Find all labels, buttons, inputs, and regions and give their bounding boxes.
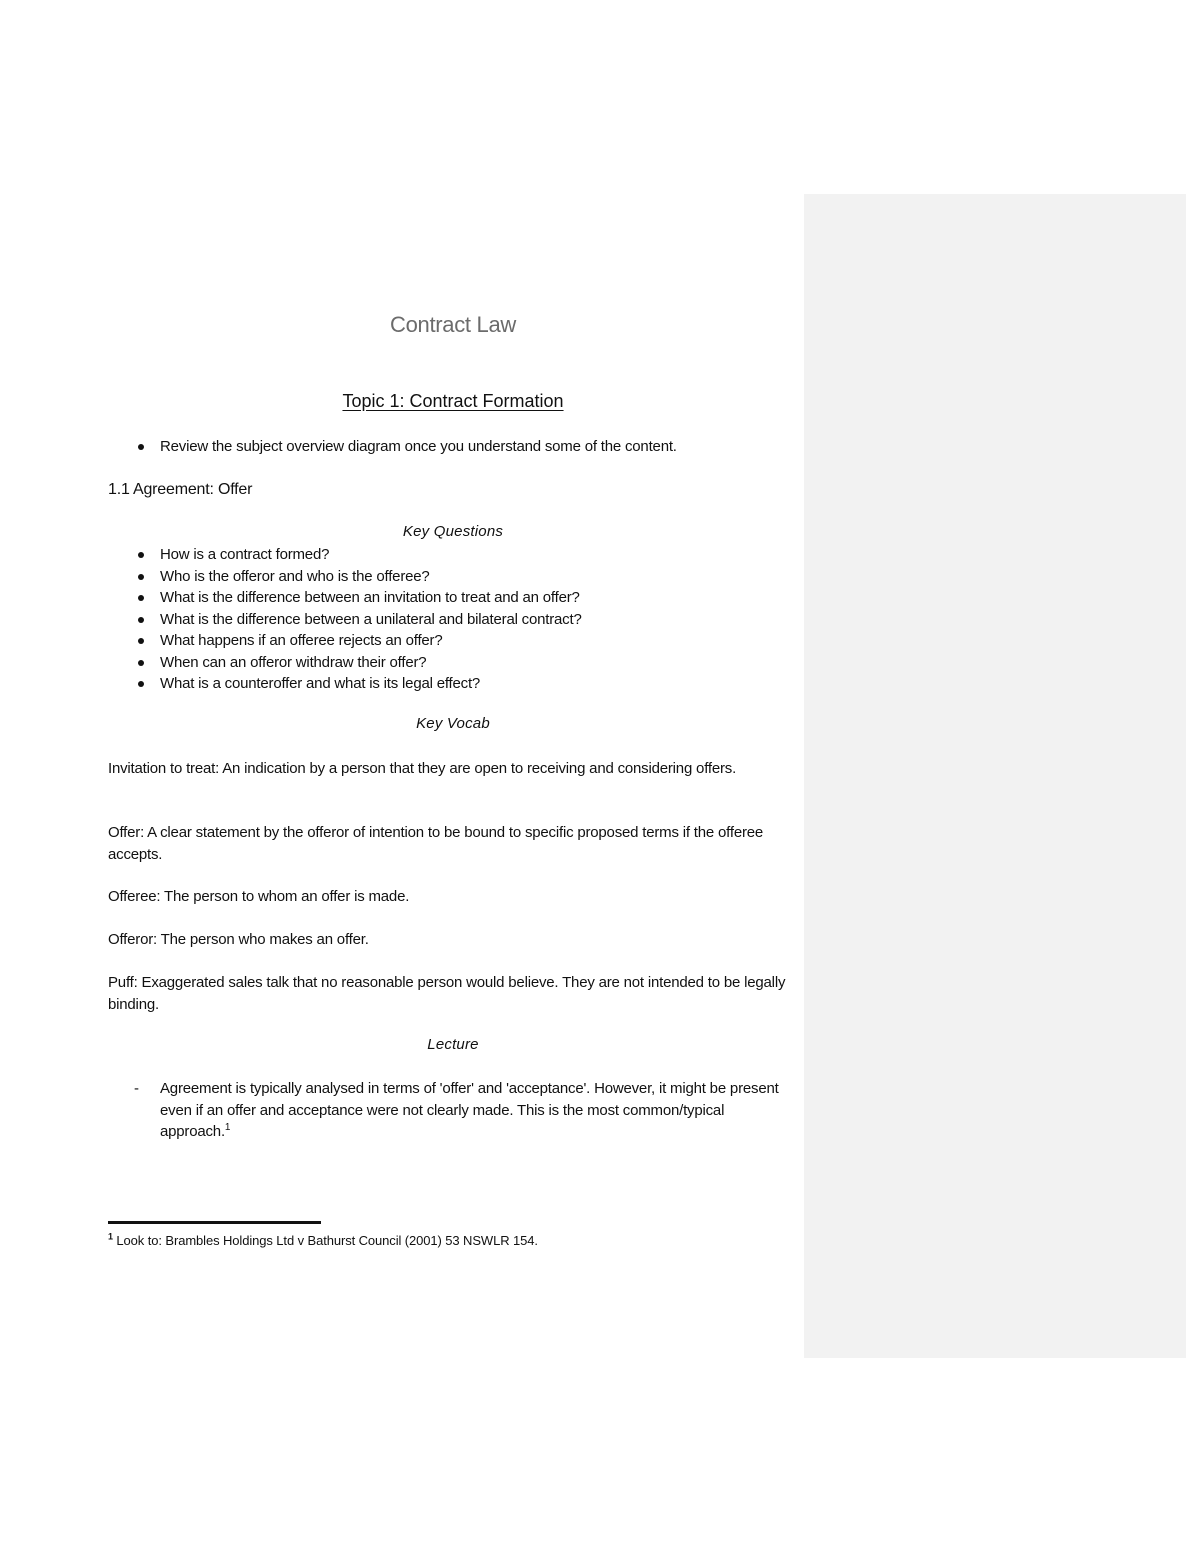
vocab-definition: Invitation to treat: An indication by a person that they are open to receiving and considering offers. xyxy=(108,760,737,777)
lecture-list-item xyxy=(108,1078,798,1143)
list-item xyxy=(108,587,798,609)
lecture-text: Agreement is typically analysed in terms of 'offer' and 'acceptance'. However, it might be present even if an offer and acceptance were not clearly made. This is the most common/typical approach. xyxy=(160,1080,779,1140)
bullet-icon xyxy=(138,444,144,450)
list-item xyxy=(108,436,798,458)
footnote-reference[interactable]: 1 xyxy=(224,1122,231,1133)
list-item xyxy=(108,630,798,652)
list-item-text: What is the difference between a unilateral and bilateral contract? xyxy=(160,610,582,628)
vocab-definition: Offeree: The person to whom an offer is made. xyxy=(108,888,410,905)
key-questions-heading: Key Questions xyxy=(402,523,504,540)
topic-heading: Topic 1: Contract Formation xyxy=(342,391,564,411)
intro-bullet-list xyxy=(108,436,798,458)
bullet-icon xyxy=(138,617,144,623)
bullet-icon xyxy=(138,660,144,666)
key-questions-list xyxy=(108,544,798,695)
lecture-item-text xyxy=(108,1078,798,1143)
list-item-text: What is a counteroffer and what is its legal effect? xyxy=(160,675,481,692)
footnote-text: Look to: Brambles Holdings Ltd v Bathurst Council (2001) 53 NSWLR 154. xyxy=(116,1233,538,1248)
vocab-definition: Puff: Exaggerated sales talk that no reasonable person would believe. They are not intended to be legally binding. xyxy=(108,974,786,1013)
list-item-text: Review the subject overview diagram once you understand some of the content. xyxy=(160,438,677,455)
bullet-icon xyxy=(138,638,144,644)
list-item-text: Who is the offeror and who is the offeree? xyxy=(160,567,430,585)
document-title: Contract Law xyxy=(389,312,516,337)
dash-bullet: - xyxy=(134,1080,139,1097)
bullet-icon xyxy=(138,595,144,601)
footnote-separator xyxy=(108,1221,321,1224)
footnote xyxy=(108,1233,798,1248)
list-item xyxy=(108,652,798,674)
list-item-text: What happens if an offeree rejects an offer? xyxy=(160,632,443,649)
section-heading: 1.1 Agreement: Offer xyxy=(108,481,253,498)
list-item xyxy=(108,544,798,566)
comment-pane xyxy=(804,194,1186,1358)
list-item-text: What is the difference between an invitation to treat and an offer? xyxy=(160,589,580,606)
bullet-icon xyxy=(138,552,144,558)
list-item xyxy=(108,609,798,631)
bullet-icon xyxy=(138,681,144,687)
bullet-icon xyxy=(138,574,144,580)
footnote-number: 1 xyxy=(108,1231,113,1242)
key-vocab-heading: Key Vocab xyxy=(416,715,490,732)
list-item xyxy=(108,566,798,588)
lecture-heading: Lecture xyxy=(427,1036,479,1053)
list-item-text: When can an offeror withdraw their offer? xyxy=(160,653,427,671)
list-item xyxy=(108,673,798,695)
vocab-definition: Offer: A clear statement by the offeror of intention to be bound to specific proposed terms if the offeree accepts. xyxy=(108,824,764,863)
list-item-text: How is a contract formed? xyxy=(160,546,330,563)
vocab-definition: Offeror: The person who makes an offer. xyxy=(108,931,369,948)
